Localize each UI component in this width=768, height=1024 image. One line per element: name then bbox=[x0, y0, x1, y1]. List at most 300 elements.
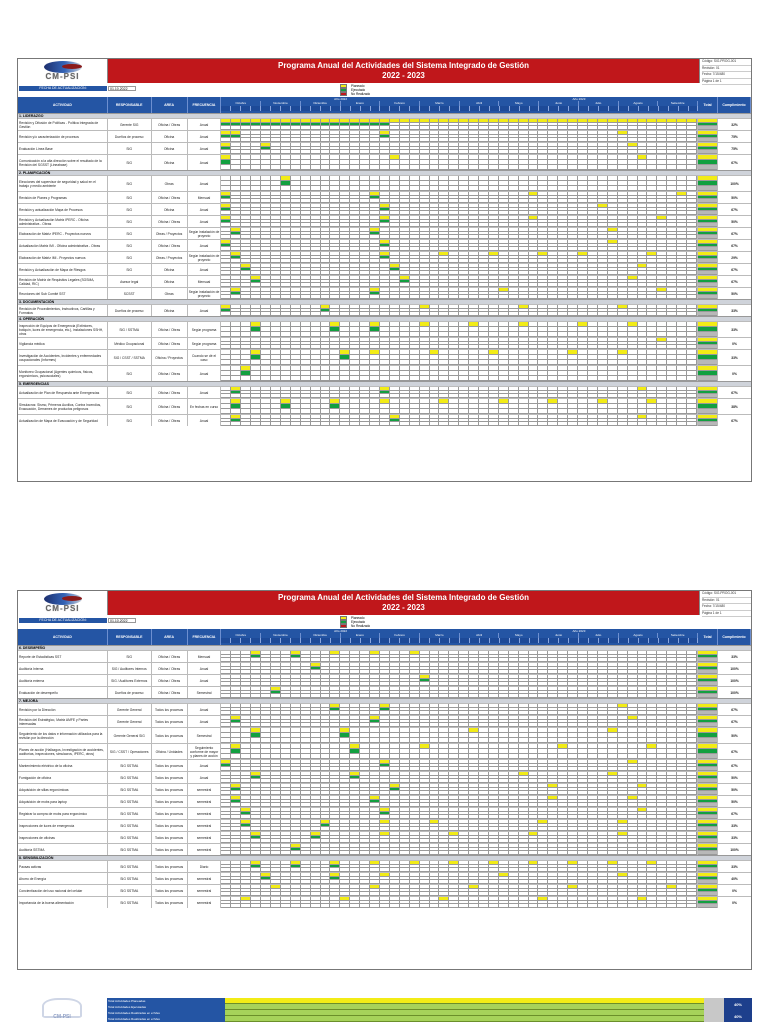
week-cell bbox=[301, 283, 311, 287]
week-cell bbox=[351, 106, 361, 111]
week-cell bbox=[638, 360, 648, 365]
week-cell bbox=[589, 638, 599, 643]
week-cell bbox=[430, 247, 440, 251]
week-cell bbox=[538, 211, 548, 215]
schedule-cells bbox=[221, 176, 698, 191]
month-label: Agosto bbox=[619, 101, 659, 106]
activity-row bbox=[18, 349, 751, 365]
week-cell bbox=[598, 295, 608, 299]
activity-row bbox=[18, 263, 751, 275]
week-cell bbox=[677, 295, 687, 299]
week-cell bbox=[469, 138, 479, 142]
month-label: Noviembre bbox=[261, 101, 301, 106]
week-cell bbox=[529, 235, 539, 239]
week-cell bbox=[439, 409, 449, 414]
week-cell bbox=[281, 165, 291, 170]
week-cell bbox=[261, 345, 271, 349]
week-cell bbox=[479, 694, 489, 698]
week-cell bbox=[420, 658, 430, 662]
activity-area: Oficina / Obras bbox=[152, 322, 188, 337]
activity-name: Comunicación a la alta dirección sobre el resultado de la Revisión del SGSST (Lineabase) bbox=[18, 155, 108, 170]
week-cell bbox=[618, 150, 628, 154]
week-cell bbox=[558, 394, 568, 398]
week-cell bbox=[657, 235, 667, 239]
week-cell bbox=[321, 126, 331, 130]
week-cell bbox=[519, 211, 529, 215]
week-cell bbox=[647, 409, 657, 414]
week-cell bbox=[529, 658, 539, 662]
week-cell bbox=[578, 723, 588, 727]
week-cell bbox=[271, 223, 281, 227]
week-cell bbox=[499, 186, 509, 191]
week-cell bbox=[647, 658, 657, 662]
week-cell bbox=[588, 360, 598, 365]
activity-row bbox=[18, 414, 751, 426]
week-cell bbox=[281, 682, 291, 686]
activity-name: Mantenimiento eléctrico de la oficina bbox=[18, 760, 108, 771]
week-cell bbox=[647, 738, 657, 743]
week-cell bbox=[370, 682, 380, 686]
week-cell bbox=[261, 682, 271, 686]
activity-area: Todos los procesos bbox=[152, 760, 188, 771]
schedule-cells bbox=[221, 338, 698, 349]
week-cell bbox=[420, 150, 430, 154]
week-cell bbox=[667, 723, 677, 727]
week-cell bbox=[271, 312, 281, 316]
compliance-percent: 0% bbox=[732, 371, 737, 376]
week-cell bbox=[687, 295, 697, 299]
week-cell bbox=[558, 711, 568, 715]
week-cell bbox=[380, 271, 390, 275]
week-cell bbox=[548, 235, 558, 239]
week-cell bbox=[281, 138, 291, 142]
week-cell bbox=[519, 312, 529, 316]
document-code-box bbox=[699, 591, 751, 615]
week-cell bbox=[449, 150, 459, 154]
week-cell bbox=[430, 723, 440, 727]
week-cell bbox=[390, 150, 400, 154]
week-cell bbox=[509, 682, 519, 686]
activity-responsible: Dueños de proceso bbox=[108, 687, 152, 698]
week-cell bbox=[439, 682, 449, 686]
week-cell bbox=[231, 658, 241, 662]
week-cell bbox=[677, 394, 687, 398]
week-cell bbox=[618, 271, 628, 275]
week-cell bbox=[340, 754, 350, 759]
week-cell bbox=[420, 223, 430, 227]
week-cell bbox=[231, 422, 241, 426]
total-cell bbox=[698, 138, 717, 142]
week-cell bbox=[281, 186, 291, 191]
week-cell bbox=[420, 247, 430, 251]
week-cell bbox=[490, 638, 500, 643]
week-cell bbox=[647, 211, 657, 215]
week-cell bbox=[301, 360, 311, 365]
activity-name: Reporte de Estadísticas SST bbox=[18, 651, 108, 662]
total-cell bbox=[698, 150, 717, 154]
week-cell bbox=[568, 332, 578, 337]
week-cell bbox=[281, 247, 291, 251]
activity-name: Revisión de Matriz de Requisitos Legales (SGSMA, Calidad, RIC) bbox=[18, 276, 108, 287]
week-cell bbox=[667, 711, 677, 715]
week-cell bbox=[618, 694, 628, 698]
week-cell bbox=[687, 259, 697, 263]
activity-totals bbox=[698, 322, 718, 337]
week-cell bbox=[439, 271, 449, 275]
week-cell bbox=[360, 186, 370, 191]
week-cell bbox=[350, 223, 360, 227]
activity-area: Obras bbox=[152, 288, 188, 299]
week-cell bbox=[261, 332, 271, 337]
week-cell bbox=[370, 138, 380, 142]
week-cell bbox=[311, 138, 321, 142]
activity-responsible: SIG bbox=[108, 192, 152, 203]
activity-area: Oficina / Obras bbox=[152, 216, 188, 227]
week-cell bbox=[469, 165, 479, 170]
activity-frequency: Anual bbox=[188, 760, 222, 771]
week-cell bbox=[350, 360, 360, 365]
week-cell bbox=[538, 694, 548, 698]
week-cell bbox=[380, 223, 390, 227]
week-cell bbox=[330, 694, 340, 698]
week-cell bbox=[231, 106, 241, 111]
week-cell bbox=[380, 711, 390, 715]
week-cell bbox=[350, 211, 360, 215]
week-cell bbox=[449, 670, 459, 674]
week-cell bbox=[449, 259, 459, 263]
week-cell bbox=[628, 165, 638, 170]
week-cell bbox=[529, 376, 539, 381]
week-cell bbox=[390, 723, 400, 727]
week-cell bbox=[420, 638, 430, 643]
update-value: 01.10.2022 bbox=[108, 86, 136, 91]
week-cell bbox=[400, 271, 410, 275]
schedule-line-blank bbox=[221, 694, 697, 698]
compliance-percent: 67% bbox=[731, 267, 738, 272]
week-cell bbox=[251, 312, 261, 316]
week-cell bbox=[538, 409, 548, 414]
week-cell bbox=[618, 312, 628, 316]
activity-frequency: Mensual bbox=[188, 192, 222, 203]
week-cell bbox=[271, 126, 281, 130]
week-cell bbox=[657, 394, 667, 398]
week-cell bbox=[400, 738, 410, 743]
compliance-percent: 33% bbox=[731, 355, 738, 360]
week-cell bbox=[578, 126, 588, 130]
week-cell bbox=[480, 106, 490, 111]
week-cell bbox=[350, 409, 360, 414]
week-cell bbox=[439, 186, 449, 191]
update-label: FECHA DE ACTUALIZACIÓN: bbox=[19, 86, 107, 91]
week-cell bbox=[568, 283, 578, 287]
week-cell bbox=[261, 259, 271, 263]
week-cell bbox=[321, 271, 331, 275]
week-cell bbox=[538, 199, 548, 203]
month-label: Junio bbox=[539, 633, 579, 638]
week-cell bbox=[241, 199, 251, 203]
week-cell bbox=[578, 165, 588, 170]
week-cell bbox=[340, 186, 350, 191]
week-cell bbox=[657, 138, 667, 142]
week-cell bbox=[628, 247, 638, 251]
week-cell bbox=[608, 247, 618, 251]
week-cell bbox=[221, 738, 231, 743]
week-cell bbox=[430, 223, 440, 227]
activity-row bbox=[18, 686, 751, 698]
week-cell bbox=[301, 312, 311, 316]
week-cell bbox=[489, 138, 499, 142]
week-cell bbox=[291, 312, 301, 316]
week-cell bbox=[628, 738, 638, 743]
week-cell bbox=[588, 283, 598, 287]
week-cell bbox=[321, 223, 331, 227]
week-cell bbox=[489, 295, 499, 299]
activity-frequency: Según programa bbox=[188, 322, 222, 337]
week-cell bbox=[301, 754, 311, 759]
week-cell bbox=[221, 259, 231, 263]
week-cell bbox=[559, 106, 569, 111]
week-cell bbox=[499, 394, 509, 398]
week-cell bbox=[390, 126, 400, 130]
week-cell bbox=[400, 235, 410, 239]
week-cell bbox=[340, 360, 350, 365]
week-cell bbox=[449, 711, 459, 715]
week-cell bbox=[251, 694, 261, 698]
compliance-percent: 50% bbox=[731, 291, 738, 296]
week-cell bbox=[251, 670, 261, 674]
page-header bbox=[18, 591, 751, 615]
week-cell bbox=[548, 283, 558, 287]
week-cell bbox=[241, 394, 251, 398]
schedule-cells bbox=[221, 687, 698, 698]
week-cell bbox=[301, 376, 311, 381]
week-cell bbox=[608, 283, 618, 287]
compliance-percent: 67% bbox=[731, 279, 738, 284]
week-cell bbox=[628, 235, 638, 239]
activity-frequency: Según instalación de proyecto bbox=[188, 288, 222, 299]
week-cell bbox=[548, 165, 558, 170]
week-cell bbox=[499, 345, 509, 349]
total-cell bbox=[698, 283, 717, 287]
section-header: 1. LIDERAZGO bbox=[18, 113, 751, 118]
week-cell bbox=[251, 199, 261, 203]
week-cell bbox=[370, 312, 380, 316]
week-cell bbox=[251, 422, 261, 426]
week-cell bbox=[430, 165, 440, 170]
week-cell bbox=[628, 394, 638, 398]
week-cell bbox=[251, 360, 261, 365]
week-cell bbox=[608, 295, 618, 299]
week-cell bbox=[390, 312, 400, 316]
week-cell bbox=[657, 199, 667, 203]
week-cell bbox=[628, 376, 638, 381]
week-cell bbox=[558, 150, 568, 154]
week-cell bbox=[410, 211, 420, 215]
column-header-compliance: Cumplimiento bbox=[718, 97, 751, 113]
week-cell bbox=[380, 694, 390, 698]
week-cell bbox=[469, 658, 479, 662]
total-cell bbox=[698, 186, 717, 191]
week-cell bbox=[558, 754, 568, 759]
week-cell bbox=[548, 126, 558, 130]
week-cell bbox=[677, 211, 687, 215]
week-cell bbox=[489, 345, 499, 349]
activity-totals bbox=[698, 252, 718, 263]
week-cell bbox=[608, 682, 618, 686]
activity-row bbox=[18, 386, 751, 398]
week-cell bbox=[647, 394, 657, 398]
week-cell bbox=[410, 247, 420, 251]
week-cell bbox=[400, 165, 410, 170]
week-cell bbox=[598, 247, 608, 251]
week-cell bbox=[578, 223, 588, 227]
week-cell bbox=[221, 682, 231, 686]
week-cell bbox=[340, 658, 350, 662]
week-cell bbox=[489, 126, 499, 130]
week-cell bbox=[638, 754, 648, 759]
week-cell bbox=[629, 106, 639, 111]
week-cell bbox=[548, 259, 558, 263]
activity-responsible: SIG / CSST / SSTMA bbox=[108, 350, 152, 365]
week-cell bbox=[548, 211, 558, 215]
week-cell bbox=[420, 394, 430, 398]
activity-responsible: SIG bbox=[108, 252, 152, 263]
compliance-percent: 67% bbox=[731, 418, 738, 423]
schedule-line-blank bbox=[221, 670, 697, 674]
month-label: Enero bbox=[341, 101, 381, 106]
week-cell bbox=[519, 138, 529, 142]
week-cell bbox=[479, 345, 489, 349]
week-cell bbox=[370, 150, 380, 154]
week-cell bbox=[548, 186, 558, 191]
week-cell bbox=[400, 199, 410, 203]
week-cell bbox=[360, 126, 370, 130]
code-line: Página 1 de 1 bbox=[702, 79, 751, 86]
week-cell bbox=[489, 754, 499, 759]
activity-totals bbox=[698, 143, 718, 154]
week-cell bbox=[489, 670, 499, 674]
week-cell bbox=[538, 738, 548, 743]
week-cell bbox=[578, 682, 588, 686]
week-cell bbox=[410, 422, 420, 426]
week-cell bbox=[558, 271, 568, 275]
week-cell bbox=[261, 312, 271, 316]
week-cell bbox=[538, 723, 548, 727]
week-cell bbox=[321, 199, 331, 203]
week-cell bbox=[301, 394, 311, 398]
week-cell bbox=[479, 682, 489, 686]
week-cell bbox=[311, 332, 321, 337]
week-cell bbox=[469, 332, 479, 337]
activity-area: Oficina / Obras bbox=[152, 687, 188, 698]
schedule-line-blank bbox=[221, 682, 697, 686]
week-cell bbox=[568, 138, 578, 142]
week-cell bbox=[439, 658, 449, 662]
week-cell bbox=[330, 271, 340, 275]
week-cell bbox=[420, 259, 430, 263]
week-cell bbox=[459, 711, 469, 715]
week-cell bbox=[638, 312, 648, 316]
week-cell bbox=[657, 658, 667, 662]
activity-responsible: SIG bbox=[108, 651, 152, 662]
week-cell bbox=[301, 271, 311, 275]
week-cell bbox=[509, 711, 519, 715]
week-cell bbox=[479, 165, 489, 170]
week-cell bbox=[489, 682, 499, 686]
week-cell bbox=[360, 223, 370, 227]
week-cell bbox=[311, 165, 321, 170]
week-cell bbox=[558, 283, 568, 287]
week-cell bbox=[687, 165, 697, 170]
week-cell bbox=[221, 723, 231, 727]
week-cell bbox=[558, 694, 568, 698]
week-cell bbox=[479, 360, 489, 365]
week-cell bbox=[548, 360, 558, 365]
week-cell bbox=[301, 199, 311, 203]
week-cell bbox=[578, 754, 588, 759]
week-cell bbox=[677, 312, 687, 316]
week-cell bbox=[261, 422, 271, 426]
schedule-cells bbox=[221, 322, 698, 337]
week-cell bbox=[529, 738, 539, 743]
week-cell bbox=[330, 126, 340, 130]
compliance-percent: 38% bbox=[731, 404, 738, 409]
week-cell bbox=[469, 682, 479, 686]
week-cell bbox=[598, 126, 608, 130]
week-cell bbox=[500, 106, 510, 111]
week-cell bbox=[221, 345, 231, 349]
week-cell bbox=[479, 199, 489, 203]
compliance-percent: 0% bbox=[732, 341, 737, 346]
week-cell bbox=[350, 165, 360, 170]
week-cell bbox=[350, 138, 360, 142]
week-cell bbox=[480, 638, 490, 643]
week-cell bbox=[350, 295, 360, 299]
week-cell bbox=[568, 126, 578, 130]
week-cell bbox=[538, 394, 548, 398]
company-logo bbox=[18, 59, 108, 83]
activity-row bbox=[18, 304, 751, 316]
week-cell bbox=[410, 126, 420, 130]
week-cell bbox=[370, 694, 380, 698]
title-line-1: Programa Anual del Actividades del Sistema Integrado de Gestión bbox=[277, 593, 530, 602]
week-cell bbox=[588, 670, 598, 674]
week-cell bbox=[459, 658, 469, 662]
week-cell bbox=[479, 409, 489, 414]
activity-row bbox=[18, 287, 751, 299]
week-cell bbox=[291, 658, 301, 662]
week-cell bbox=[360, 332, 370, 337]
week-cell bbox=[420, 376, 430, 381]
week-cell bbox=[568, 694, 578, 698]
week-cell bbox=[667, 199, 677, 203]
week-cell bbox=[330, 223, 340, 227]
week-cell bbox=[330, 376, 340, 381]
week-cell bbox=[479, 711, 489, 715]
week-cell bbox=[251, 738, 261, 743]
week-cell bbox=[579, 638, 589, 643]
week-cell bbox=[390, 223, 400, 227]
legend-label: Planeado bbox=[351, 84, 365, 88]
schedule-cells bbox=[221, 387, 698, 398]
week-cell bbox=[500, 638, 510, 643]
week-cell bbox=[311, 360, 321, 365]
week-cell bbox=[687, 360, 697, 365]
week-cell bbox=[568, 723, 578, 727]
week-cell bbox=[459, 150, 469, 154]
week-cell bbox=[687, 754, 697, 759]
week-cell bbox=[449, 394, 459, 398]
